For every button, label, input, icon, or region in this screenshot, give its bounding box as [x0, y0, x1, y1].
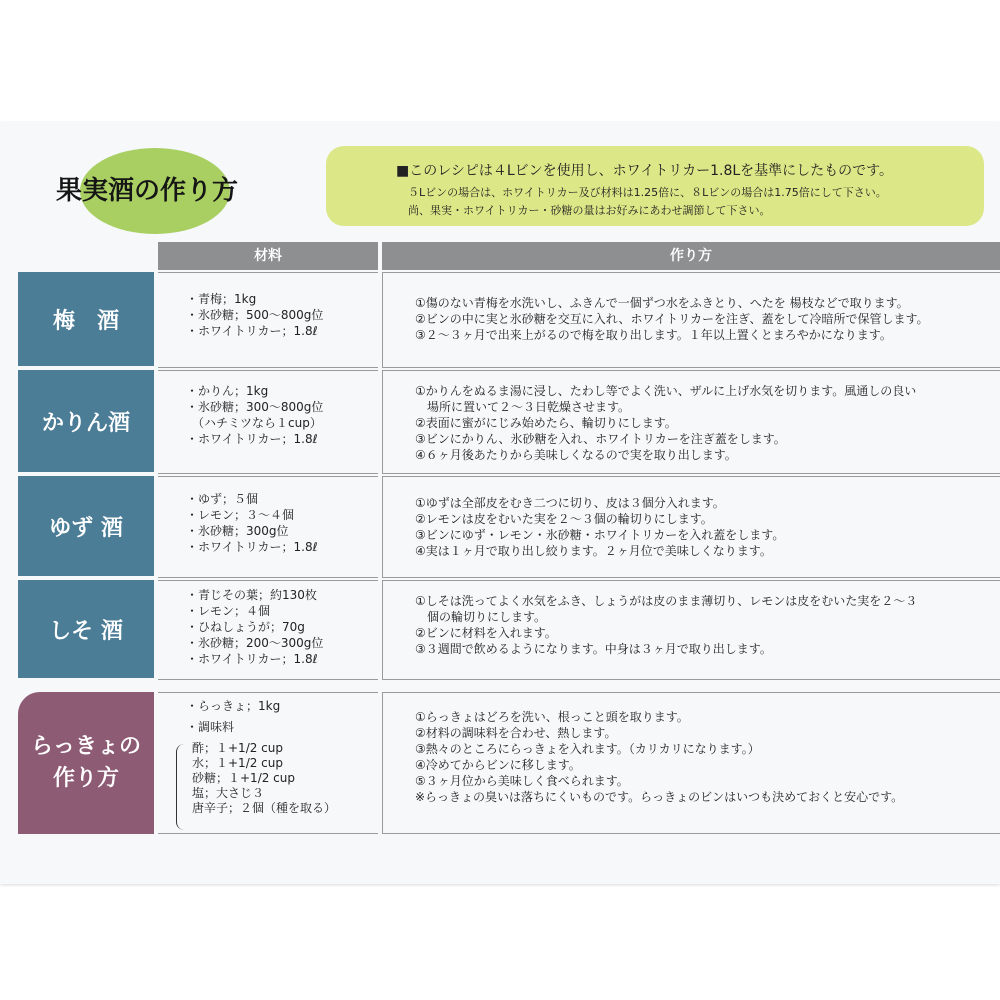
step-line: ③３週間で飲めるようになります。中身は３ヶ月で取り出します。	[415, 642, 772, 656]
material-line: ・氷砂糖；500〜800g位	[186, 308, 324, 322]
notice-line: 尚、果実・ホワイトリカー・砂糖の量はお好みにあわせ調節して下さい。	[408, 204, 771, 217]
material-line: ・氷砂糖；200〜300g位	[186, 636, 324, 650]
step-line: ③ビンにかりん、氷砂糖を入れ、ホワイトリカーを注ぎ蓋をします。	[415, 432, 786, 446]
material-line: ・かりん；1kg	[186, 384, 269, 398]
material-line: 酢；１+1/2 cup	[192, 741, 284, 755]
row-label-rakkyo	[18, 692, 154, 834]
step-line: ①傷のない青梅を水洗いし、ふきんで一個ずつ水をふきとり、へたを 楊枝などで取ります。	[415, 296, 909, 310]
step-line: ※らっきょの臭いは落ちにくいものです。らっきょのビンはいつも決めておくと安心です。	[415, 790, 904, 804]
row-label-text: しそ 酒	[49, 618, 123, 644]
step-line: ③熱々のところにらっきょを入れます。（カリカリになります。）	[415, 742, 760, 756]
material-line: ・ホワイトリカー；1.8ℓ	[186, 540, 318, 554]
material-line: 砂糖；１+1/2 cup	[192, 771, 296, 785]
material-line: 唐辛子；２個（種を取る）	[192, 801, 337, 815]
row-label-shiso	[18, 580, 154, 678]
row-label-text: ゆず 酒	[49, 515, 123, 541]
material-line: ・レモン；３〜４個	[186, 508, 295, 522]
material-line: ・氷砂糖；300g位	[186, 524, 289, 538]
materials-cell	[158, 580, 378, 680]
row-label-text: かりん酒	[41, 410, 130, 436]
material-line: ・らっきょ；1kg	[186, 699, 281, 713]
materials-cell	[158, 370, 378, 474]
step-line: 個の輪切りにします。	[415, 610, 547, 624]
materials-header: 材料	[158, 242, 378, 270]
step-line: ②材料の調味料を合わせ、熱します。	[415, 726, 617, 740]
row-label-karin	[18, 370, 154, 472]
step-line: ①しそは洗ってよく水気をふき、しょうがは皮のまま薄切り、レモンは皮をむいた実を２〜３	[415, 594, 918, 608]
notice-line: ５Lビンの場合は、ホワイトリカー及び材料は1.25倍に、８Lビンの場合は1.75倍にして下さい。	[408, 186, 887, 199]
seasoning-brace	[176, 744, 185, 830]
row-label-ume	[18, 272, 154, 366]
row-label-text: らっきょの 作り方	[30, 734, 141, 791]
material-line: ・青じその葉；約130枚	[186, 588, 317, 602]
step-line: ③ビンにゆず・レモン・氷砂糖・ホワイトリカーを入れ蓋をします。	[415, 528, 785, 542]
material-line: 塩；大さじ３	[192, 786, 265, 800]
step-line: ①ゆずは全部皮をむき二つに切り、皮は３個分入れます。	[415, 496, 725, 510]
step-line: ②レモンは皮をむいた実を２〜３個の輪切りにします。	[415, 512, 713, 526]
materials-cell	[158, 476, 378, 578]
row-label-yuzu	[18, 476, 154, 576]
step-line: ①かりんをぬるま湯に浸し、たわし等でよく洗い、ザルに上げ水気を切ります。風通しの良い	[415, 384, 917, 398]
material-line: ・青梅；1kg	[186, 292, 257, 306]
step-line: ⑤３ヶ月位から美味しく食べられます。	[415, 774, 629, 788]
step-line: ④実は１ヶ月で取り出し絞ります。２ヶ月位で美味しくなります。	[415, 544, 772, 558]
step-line: 場所に置いて２〜３日乾燥させます。	[415, 400, 631, 414]
step-line: ②ビンに材料を入れます。	[415, 626, 557, 640]
material-line: ・氷砂糖；300〜800g位	[186, 400, 324, 414]
step-line: ④６ヶ月後あたりから美味しくなるので実を取り出します。	[415, 448, 737, 462]
method-cell	[382, 692, 1000, 834]
materials-cell	[158, 692, 378, 834]
material-line: ・ゆず；５個	[186, 492, 259, 506]
materials-cell	[158, 272, 378, 368]
material-line: ・ひねしょうが；70g	[186, 620, 305, 634]
material-line: ・ホワイトリカー；1.8ℓ	[186, 432, 318, 446]
notice-box	[326, 146, 984, 226]
step-line: ④冷めてからビンに移します。	[415, 758, 581, 772]
row-label-text: 梅 酒	[52, 308, 119, 334]
step-line: ①らっきょはどろを洗い、根っこと頭を取ります。	[415, 710, 689, 724]
method-header: 作り方	[382, 242, 1000, 270]
method-cell	[382, 272, 1000, 368]
step-line: ③２〜３ヶ月で出来上がるので梅を取り出します。１年以上置くとまろやかになります。	[415, 328, 892, 342]
page-title: 果実酒の作り方	[56, 176, 239, 206]
method-cell	[382, 476, 1000, 578]
material-line: ・調味料	[186, 720, 235, 734]
method-cell	[382, 370, 1000, 474]
notice-line: ■このレシピは４Lビンを使用し、ホワイトリカー1.8Lを基準にしたものです。	[396, 163, 894, 179]
material-line: 水；１+1/2 cup	[192, 756, 284, 770]
step-line: ②ビンの中に実と氷砂糖を交互に入れ、ホワイトリカーを注ぎ、蓋をして冷暗所で保管します。	[415, 312, 929, 326]
step-line: ②表面に蜜がにじみ始めたら、輪切りにします。	[415, 416, 677, 430]
material-line: ・レモン；４個	[186, 604, 271, 618]
material-line: ・ホワイトリカー；1.8ℓ	[186, 652, 318, 666]
material-line: （ハチミツなら１cup）	[186, 416, 322, 430]
material-line: ・ホワイトリカー；1.8ℓ	[186, 324, 318, 338]
method-cell	[382, 580, 1000, 680]
